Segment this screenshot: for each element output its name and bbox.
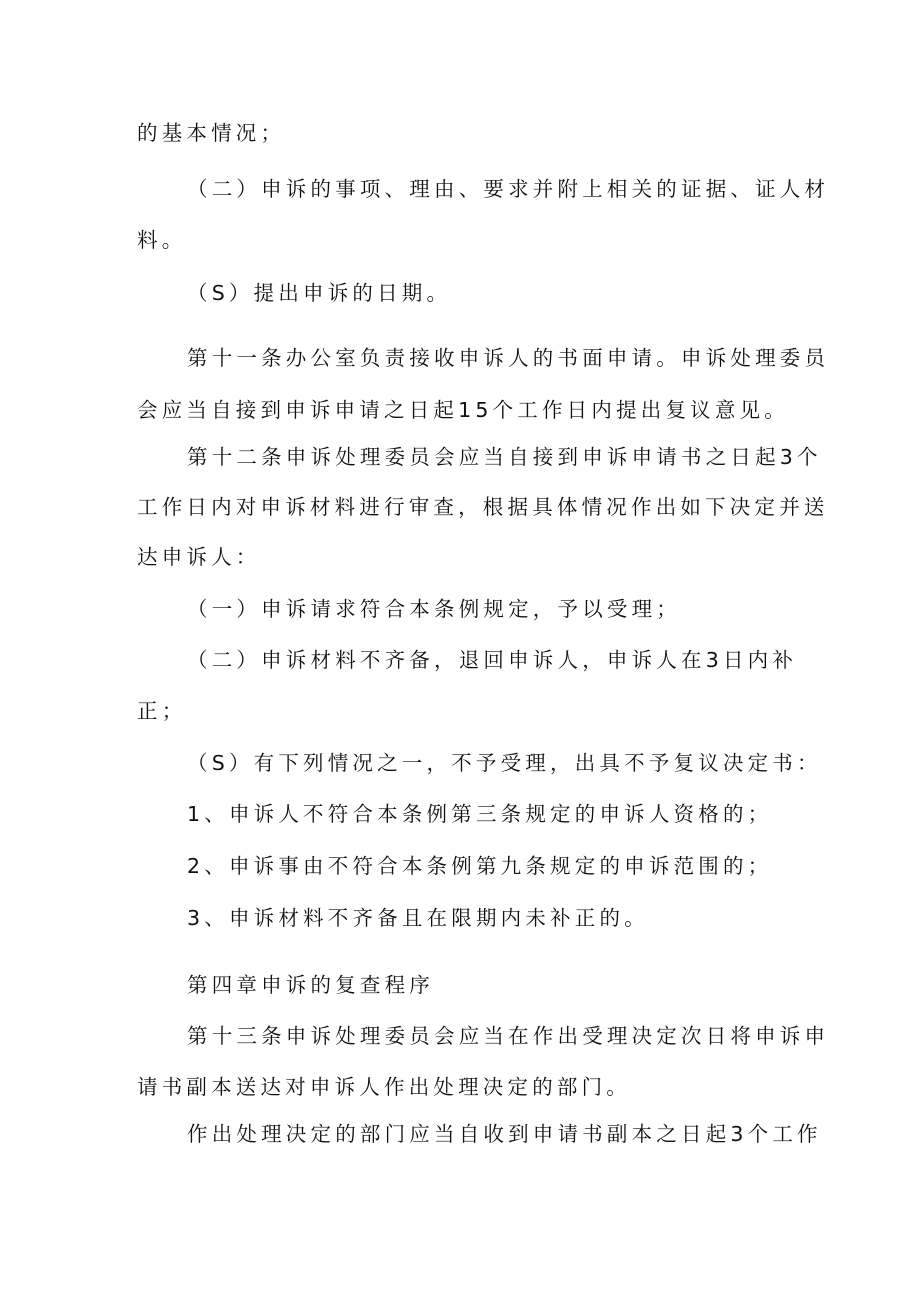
text-line: 料。 (137, 228, 187, 252)
text-line: 第十一条办公室负责接收申诉人的书面申请。申诉处理委员 (187, 346, 830, 370)
text-line: 第十二条申诉处理委员会应当自接到申诉申请书之日起3个 (187, 445, 822, 469)
text-line: 达申诉人： (137, 545, 261, 569)
chapter-heading: 第四章申诉的复查程序 (187, 973, 434, 997)
text-line: （一）申诉请求符合本条例规定，予以受理； (187, 597, 681, 621)
text-line: 3、申诉材料不齐备且在限期内未补正的。 (187, 906, 649, 930)
text-line: （二）申诉材料不齐备，退回申诉人，申诉人在3日内补 (187, 648, 798, 672)
text-line: 会应当自接到申诉申请之日起15个工作日内提出复议意见。 (137, 398, 789, 422)
text-line: 工作日内对申诉材料进行审查，根据具体情况作出如下决定并送 (137, 495, 829, 519)
text-line: 2、申诉事由不符合本条例第九条规定的申诉范围的； (187, 854, 773, 878)
text-line: 请书副本送达对申诉人作出处理决定的部门。 (137, 1075, 631, 1099)
text-line: （二）申诉的事项、理由、要求并附上相关的证据、证人材 (187, 177, 830, 201)
text-line: （S）提出申诉的日期。 (187, 281, 452, 305)
text-line: 作出处理决定的部门应当自收到申请书副本之日起3个工作 (187, 1122, 822, 1146)
text-line: 第十三条申诉处理委员会应当在作出受理决定次日将申诉申 (187, 1024, 830, 1048)
text-line: 正； (137, 699, 187, 723)
text-line: 的基本情况； (137, 121, 286, 145)
text-line: 1、申诉人不符合本条例第三条规定的申诉人资格的； (187, 802, 773, 826)
text-line: （S）有下列情况之一，不予受理，出具不予复议决定书： (187, 751, 822, 775)
